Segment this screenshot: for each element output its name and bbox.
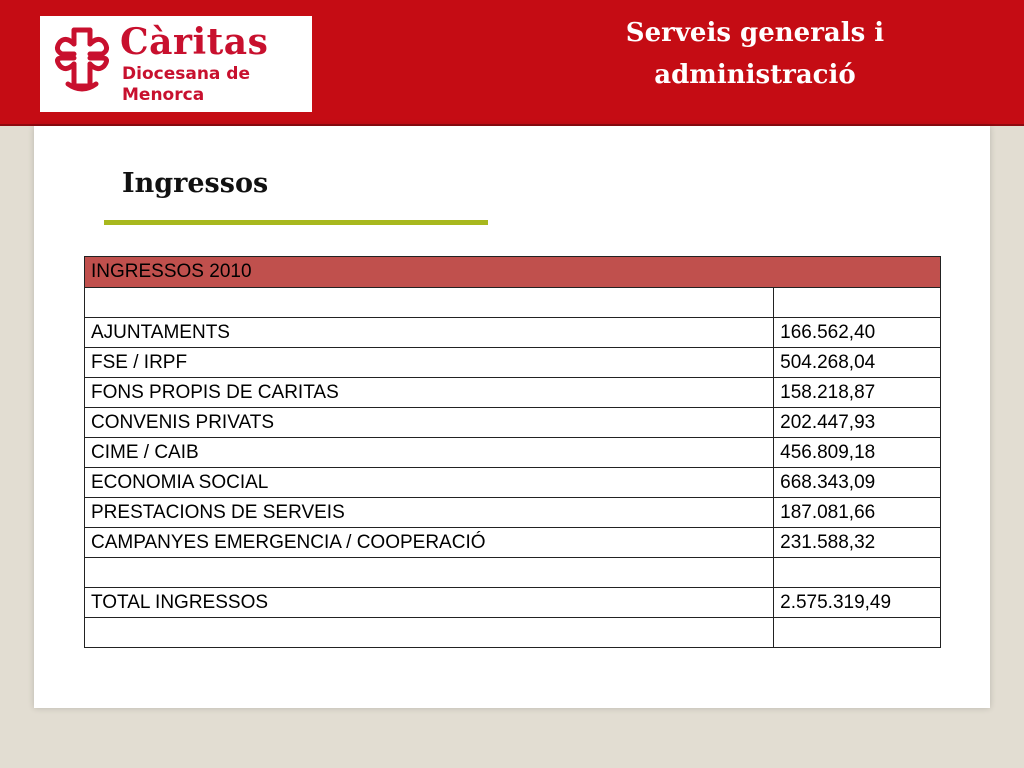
table-row — [85, 438, 941, 468]
table-row — [85, 468, 941, 498]
table-row — [85, 558, 941, 588]
row-label — [85, 558, 774, 588]
row-value: 231.588,32 — [774, 528, 941, 558]
logo-subtitle-line2: Menorca — [122, 85, 205, 105]
row-value: 202.447,93 — [774, 408, 941, 438]
row-value — [774, 288, 941, 318]
table-total-row — [85, 588, 941, 618]
table-row — [85, 378, 941, 408]
section-heading: Ingressos — [122, 168, 269, 199]
row-label: FSE / IRPF — [85, 348, 774, 378]
table-title: INGRESSOS 2010 — [85, 257, 941, 288]
row-label — [85, 288, 774, 318]
table-row — [85, 288, 941, 318]
page-title-line1: Serveis generals i — [625, 18, 885, 48]
row-label: CAMPANYES EMERGENCIA / COOPERACIÓ — [85, 528, 774, 558]
row-label: AJUNTAMENTS — [85, 318, 774, 348]
table-row — [85, 408, 941, 438]
row-value: 166.562,40 — [774, 318, 941, 348]
row-label: ECONOMIA SOCIAL — [85, 468, 774, 498]
table-row — [85, 618, 941, 648]
row-value: 187.081,66 — [774, 498, 941, 528]
row-label: PRESTACIONS DE SERVEIS — [85, 498, 774, 528]
logo-subtitle-line1: Diocesana de — [122, 64, 251, 84]
total-label: TOTAL INGRESSOS — [85, 588, 774, 618]
total-value: 2.575.319,49 — [774, 588, 941, 618]
row-value — [774, 558, 941, 588]
income-table — [84, 256, 941, 648]
logo-wordmark: Càritas — [120, 21, 269, 63]
row-label: FONS PROPIS DE CARITAS — [85, 378, 774, 408]
page-title — [560, 12, 950, 96]
page-title-line2: administració — [654, 60, 856, 90]
caritas-cross-icon — [48, 24, 116, 94]
row-label: CIME / CAIB — [85, 438, 774, 468]
row-value: 456.809,18 — [774, 438, 941, 468]
table-header-row — [85, 257, 941, 288]
header-banner — [0, 0, 1024, 126]
table-row — [85, 498, 941, 528]
row-value: 158.218,87 — [774, 378, 941, 408]
logo-subtitle — [122, 64, 250, 106]
row-value — [774, 618, 941, 648]
table-row — [85, 318, 941, 348]
row-label — [85, 618, 774, 648]
row-label: CONVENIS PRIVATS — [85, 408, 774, 438]
caritas-logo — [40, 16, 312, 112]
row-value: 504.268,04 — [774, 348, 941, 378]
heading-underline — [104, 220, 488, 225]
table-row — [85, 348, 941, 378]
table-row — [85, 528, 941, 558]
row-value: 668.343,09 — [774, 468, 941, 498]
